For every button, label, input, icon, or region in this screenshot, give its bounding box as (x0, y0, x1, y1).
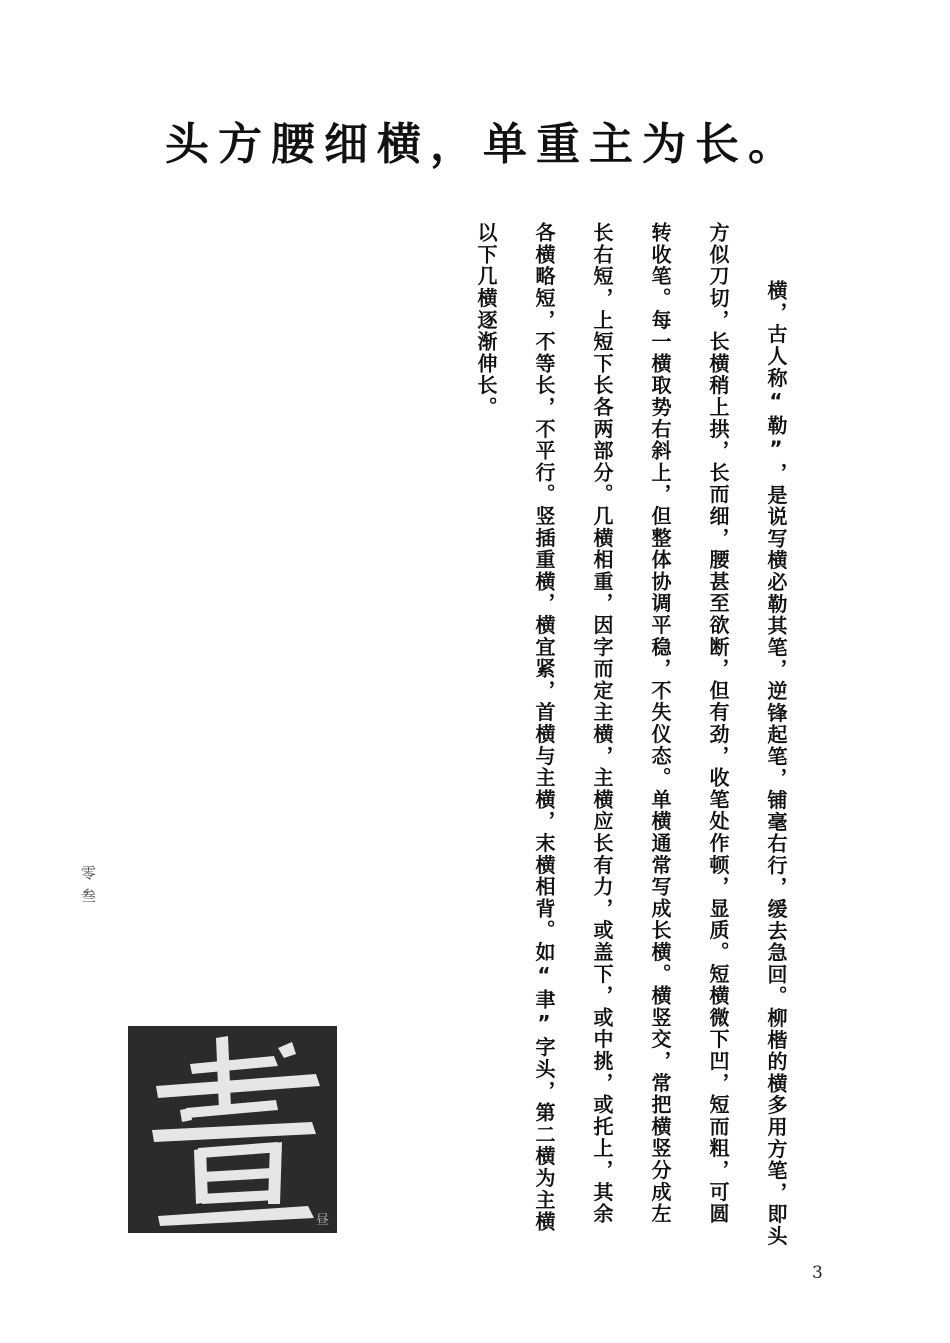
text-column-6: 以下几横逐渐伸长。 (474, 222, 498, 419)
calligraphy-rubbing (128, 1026, 337, 1233)
text-column-5: 各横略短，不等长，不平行。竖插重横，横宜紧，首横与主横，末横相背。如“聿”字头，第二横为主横 (532, 222, 556, 1233)
text-column-3: 转收笔。每一横取势右斜上，但整体协调平稳，不失仪态。单横通常写成长横。横竖交，常把横竖分成左 (648, 222, 672, 1225)
page-number: 3 (812, 1263, 823, 1283)
page-title: 头方腰细横，单重主为长。 (165, 119, 801, 170)
text-column-2: 方似刀切，长横稍上拱，长而细，腰甚至欲断，但有劲，收笔处作顿，显质。短横微下凹，短而粗，可圆 (706, 222, 730, 1225)
text-column-1: 横，古人称“勒”，是说写横必勒其笔，逆锋起笔，铺毫右行，缓去急回。柳楷的横多用方笔，即头 (764, 280, 788, 1248)
body-text (457, 222, 805, 1252)
page-label: 零叁 (79, 865, 97, 911)
svg-text:昼: 昼 (316, 1213, 330, 1228)
calligraphy-image (128, 1026, 337, 1233)
text-column-4: 长右短，上短下长各两部分。几横相重，因字而定主横，主横应长有力，或盖下，或中挑，或托上，其余 (590, 222, 614, 1225)
